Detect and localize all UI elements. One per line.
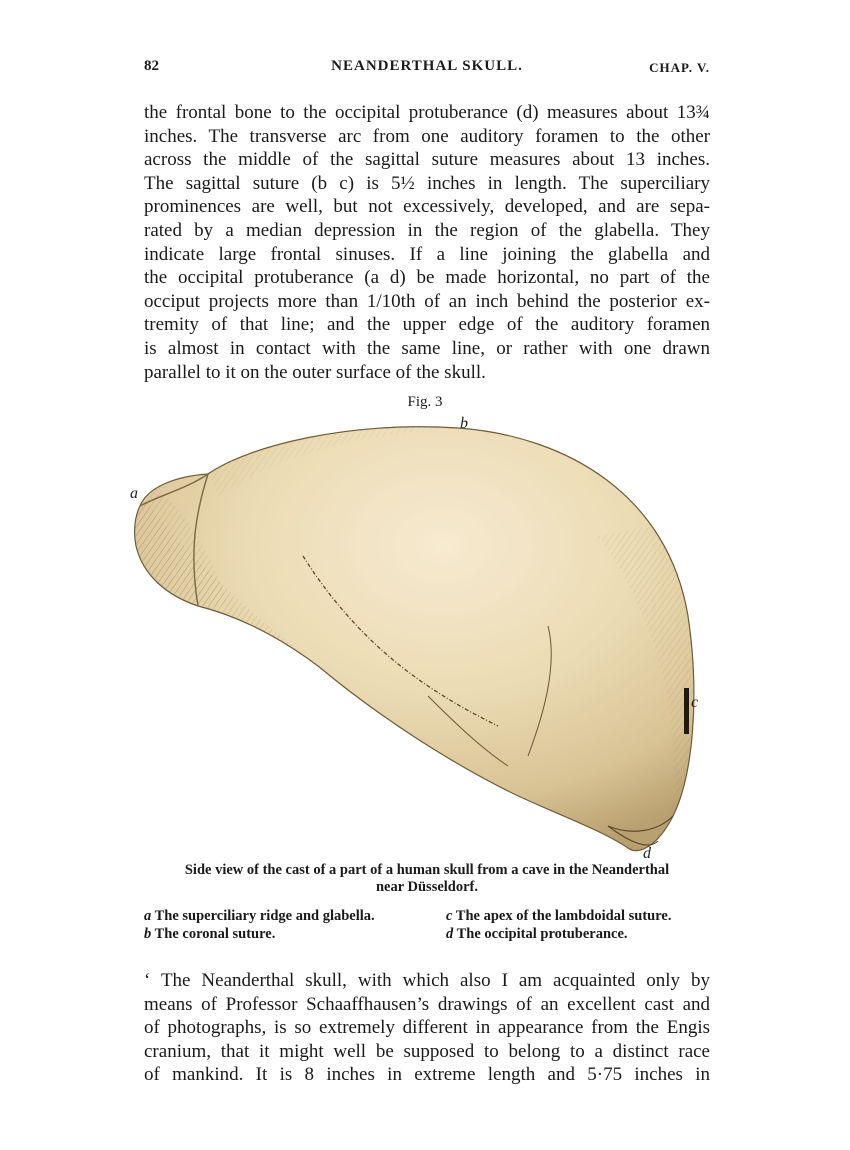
paragraph-1	[144, 101, 710, 384]
text-line: occiput projects more than 1/10th of an inch behind the posterior ex-	[144, 290, 710, 312]
running-header	[144, 58, 710, 82]
text-line: the occipital protuberance (a d) be made horizontal, no part of the	[144, 267, 710, 289]
text-line: across the middle of the sagittal suture measures about 13 inches.	[144, 149, 710, 171]
legend-key: d	[446, 926, 454, 942]
letter-d: d	[643, 845, 651, 862]
legend-text: The superciliary ridge and glabella.	[151, 908, 375, 924]
figure-label: Fig. 3	[407, 394, 443, 410]
text-line: is almost in contact with the same line, or rather with one drawn	[144, 337, 710, 359]
legend-text: The apex of the lambdoidal suture.	[452, 908, 672, 924]
paragraph-2	[144, 969, 710, 1087]
legend-key: c	[446, 908, 453, 924]
page-number: 82	[144, 58, 159, 74]
apex-mark	[684, 688, 689, 734]
chapter-label: CHAP. V.	[649, 60, 710, 75]
skull-illustration	[128, 416, 708, 866]
text-line: rated by a median depression in the region of the glabella. They	[144, 219, 710, 241]
legend-item	[144, 925, 375, 943]
legend-item	[144, 907, 375, 925]
legend-text: The coronal suture.	[151, 926, 276, 942]
skull-drawing	[128, 416, 708, 866]
letter-c: c	[691, 694, 699, 711]
text-line: The sagittal suture (b c) is 5½ inches in length. The superciliary	[144, 172, 710, 194]
text-line: prominences are well, but not excessively, developed, and are sepa-	[144, 196, 710, 218]
letter-a: a	[130, 485, 138, 502]
text-line: of mankind. It is 8 inches in extreme length and 5·75 inches in	[144, 1064, 710, 1086]
text-line: inches. The transverse arc from one auditory foramen to the other	[144, 125, 710, 147]
running-title: NEANDERTHAL SKULL.	[331, 58, 523, 74]
caption-line: Side view of the cast of a part of a human skull from a cave in the Neanderthal	[184, 862, 670, 878]
legend-text: The occipital protuberance.	[453, 926, 628, 942]
legend-item	[446, 925, 671, 943]
text-line: the frontal bone to the occipital protuberance (d) measures about 13¾	[144, 102, 710, 123]
text-line: indicate large frontal sinuses. If a line joining the glabella and	[144, 243, 710, 265]
text-line: parallel to it on the outer surface of the skull.	[144, 361, 486, 383]
letter-b: b	[460, 416, 468, 432]
text-line: ‘ The Neanderthal skull, with which also I am acquainted only by	[144, 970, 710, 991]
caption-line: near Düsseldorf.	[375, 879, 479, 895]
legend-key: a	[144, 908, 152, 924]
legend-key: b	[144, 926, 152, 942]
text-line: means of Professor Schaaffhausen’s drawings of an excellent cast and	[144, 993, 710, 1015]
text-line: cranium, that it might well be supposed to belong to a distinct race	[144, 1040, 710, 1062]
legend-item	[446, 907, 671, 925]
figure-caption	[144, 862, 710, 896]
text-line: tremity of that line; and the upper edge of the auditory foramen	[144, 314, 710, 336]
text-line: of photographs, is so extremely different in appearance from the Engis	[144, 1017, 710, 1039]
